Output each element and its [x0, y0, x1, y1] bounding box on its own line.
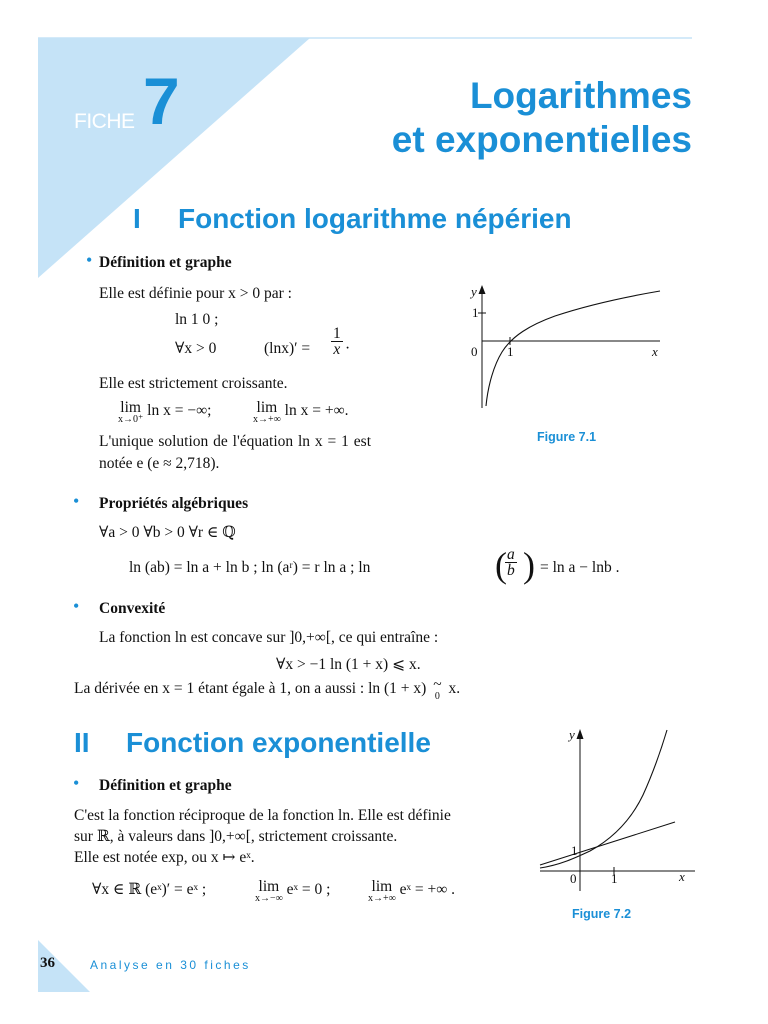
fig1-one-y: 1	[472, 305, 479, 320]
fig2-y-label: y	[569, 727, 575, 742]
croissante-text: Elle est strictement croissante.	[99, 375, 288, 392]
book-title: Analyse en 30 fiches	[90, 958, 251, 972]
convex-text: La fonction ln est concave sur ]0,+∞[, ce qui entraîne :	[99, 629, 439, 646]
limit-ln-inf: lim x→+∞ ln x = +∞.	[253, 399, 349, 425]
unique-line2: notée e (e ≈ 2,718).	[99, 455, 220, 472]
section1-title: Fonction logarithme népérien	[178, 203, 572, 234]
figure-ln-graph	[460, 280, 670, 415]
props-heading: Propriétés algébriques	[99, 495, 249, 512]
eq-derivative: (lnx)′ =	[264, 340, 311, 357]
fiche-number: 7	[143, 64, 180, 138]
page-title-line2: et exponentielles	[391, 119, 692, 160]
page-number: 36	[40, 955, 55, 971]
exp-limit-pos: lim x→+∞ eˣ = +∞ .	[368, 878, 456, 904]
eq-fraction: $\frac{1}{x}$	[333, 325, 341, 358]
prop-fraction: $\frac{a}{b}$	[507, 546, 515, 579]
exp-text-line3: Elle est notée exp, ou x ↦ eˣ.	[74, 849, 255, 866]
fig2-one-y: 1	[571, 843, 578, 858]
fig1-x-label: x	[652, 344, 658, 359]
def-heading: Définition et graphe	[99, 254, 232, 271]
eq-dot: ·	[345, 340, 351, 357]
def-intro: Elle est définie pour x > 0 par :	[99, 285, 292, 302]
unique-line1: L'unique solution de l'équation ln x = 1 est	[99, 433, 372, 450]
prop-paren-close: )	[523, 545, 535, 585]
fig2-one-x: 1	[611, 871, 618, 886]
fig2-origin: 0	[570, 871, 577, 886]
fig2-x-label: x	[679, 869, 685, 884]
bullet: •	[73, 491, 80, 511]
prop-eq2: = ln a − lnb .	[540, 559, 620, 576]
fiche-label: FICHE	[74, 110, 135, 133]
section1-numeral: I	[133, 203, 141, 234]
exp-limit-neg: lim x→−∞ eˣ = 0 ;	[255, 878, 331, 904]
exp-text-line1: C'est la fonction réciproque de la fonction ln. Elle est définie	[74, 807, 451, 824]
prop-eq1: ln (ab) = ln a + ln b ; ln (aʳ) = r ln a ; ln	[129, 559, 371, 576]
fig1-y-label: y	[471, 284, 477, 299]
bullet: •	[86, 250, 93, 270]
eq-ln1: ln 1 0 ;	[175, 311, 219, 328]
prop-paren: (	[495, 545, 507, 585]
exp-def-heading: Définition et graphe	[99, 777, 232, 794]
exp-text-line2: sur ℝ, à valeurs dans ]0,+∞[, strictement croissante.	[74, 828, 398, 845]
figure-caption-7-2: Figure 7.2	[572, 907, 632, 921]
eq-forall: ∀x > 0	[175, 340, 217, 357]
figure-caption-7-1: Figure 7.1	[537, 430, 597, 444]
section2-numeral: II	[74, 727, 90, 758]
limit-ln-zero: lim x→0⁺ ln x = −∞;	[118, 399, 212, 425]
convex-ineq: ∀x > −1 ln (1 + x) ⩽ x.	[276, 656, 421, 673]
page-title-line1: Logarithmes	[469, 75, 692, 116]
bullet: •	[73, 773, 80, 793]
section2-title: Fonction exponentielle	[126, 727, 431, 758]
derivee-text: La dérivée en x = 1 étant égale à 1, on a aussi : ln (1 + x) ~ 0 x.	[74, 676, 461, 702]
fig1-one-x: 1	[507, 344, 514, 359]
convex-heading: Convexité	[99, 600, 166, 617]
bullet: •	[73, 596, 80, 616]
quantifiers: ∀a > 0 ∀b > 0 ∀r ∈ ℚ	[99, 524, 236, 541]
exp-formula: ∀x ∈ ℝ (eˣ)′ = eˣ ;	[92, 881, 207, 898]
fig1-origin: 0	[471, 344, 478, 359]
